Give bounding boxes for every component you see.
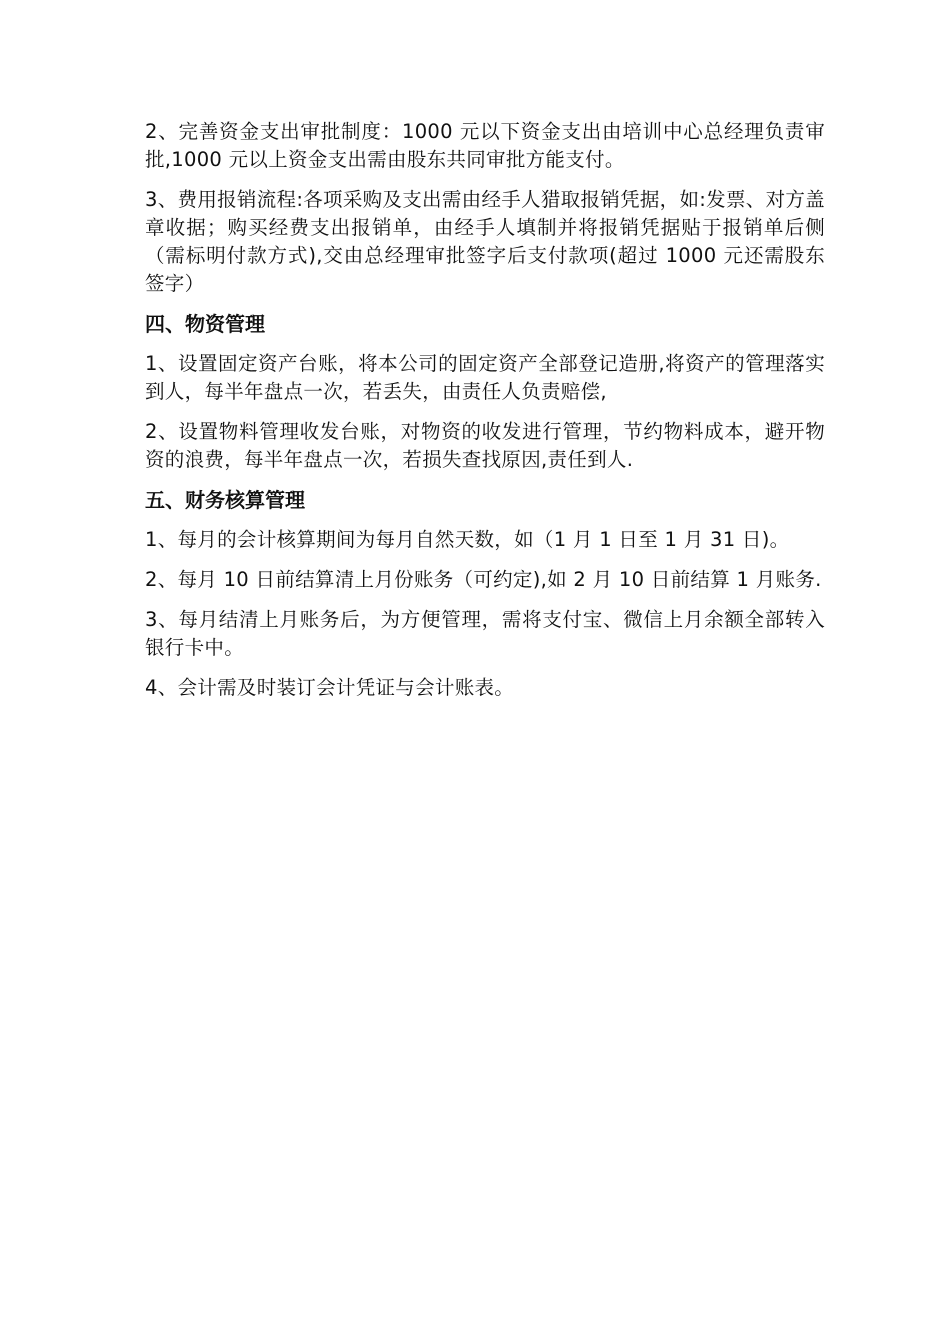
paragraph-accounting-period: 1、每月的会计核算期间为每月自然天数，如（1 月 1 日至 1 月 31 日)。	[145, 528, 790, 551]
section-heading-accounting: 五、财务核算管理	[145, 488, 305, 512]
paragraph-approval-policy: 2、完善资金支出审批制度：1000 元以下资金支出由培训中心总经理负责审批,1000 元以上资金支出需由股东共同审批方能支付。	[145, 120, 825, 171]
document-body	[145, 118, 825, 714]
paragraph-voucher-binding: 4、会计需及时装订会计凭证与会计账表。	[145, 676, 515, 699]
paragraph-material-ledger: 2、设置物料管理收发台账，对物资的收发进行管理，节约物料成本，避开物资的浪费，每半年盘点一次，若损失查找原因,责任到人.	[145, 420, 825, 471]
paragraph-reimbursement-process: 3、费用报销流程:各项采购及支出需由经手人猎取报销凭据，如:发票、对方盖章收据；购买经费支出报销单，由经手人填制并将报销凭据贴于报销单后侧（需标明付款方式),交由总经理审批签字后支付款项(超过 1000 元还需股东签字）	[145, 188, 825, 295]
paragraph-fixed-assets: 1、设置固定资产台账，将本公司的固定资产全部登记造册,将资产的管理落实到人，每半年盘点一次，若丢失，由责任人负责赔偿,	[145, 352, 825, 403]
section-heading-materials: 四、物资管理	[145, 312, 265, 336]
paragraph-monthly-settlement: 2、每月 10 日前结算清上月份账务（可约定),如 2 月 10 日前结算 1 月账务.	[145, 568, 822, 591]
paragraph-balance-transfer: 3、每月结清上月账务后，为方便管理，需将支付宝、微信上月余额全部转入银行卡中。	[145, 608, 825, 659]
